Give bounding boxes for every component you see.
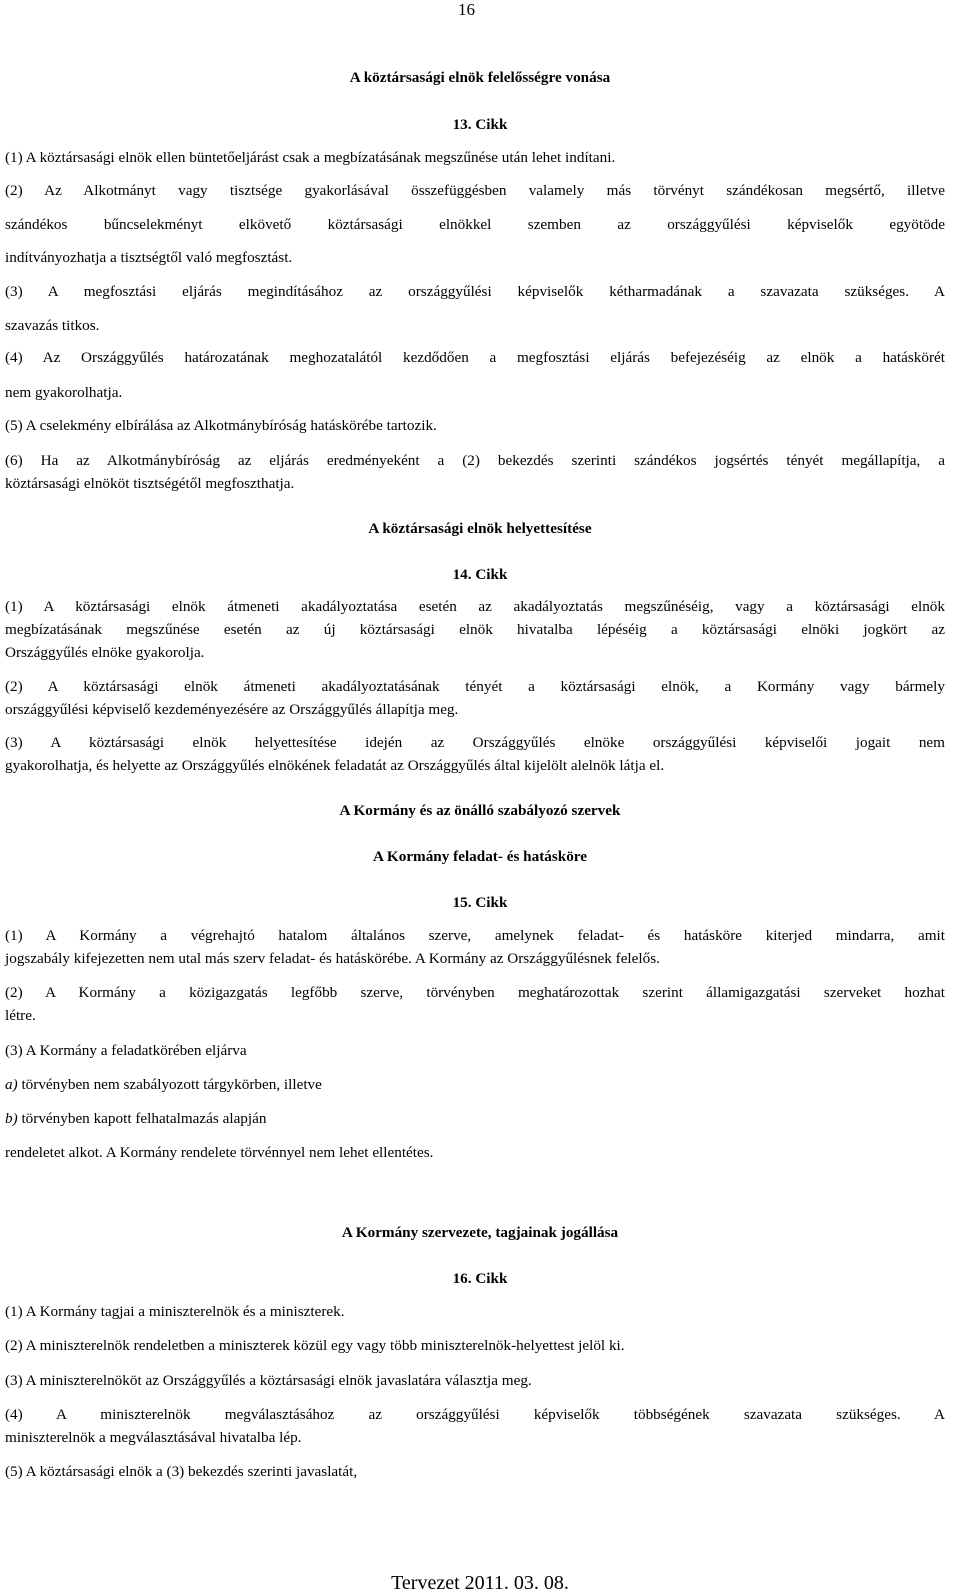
part-heading-kormany: A Kormány és az önálló szabályozó szervek — [339, 802, 621, 819]
paragraph-13-2-line3: indítványozhatja a tisztségtől való megfosztást. — [5, 249, 293, 266]
paragraph-16-3: (3) A miniszterelnököt az Országgyűlés a köztársasági elnök javaslatára választja meg. — [5, 1372, 532, 1389]
paragraph-16-4-line1: (4) A miniszterelnök megválasztásához az országgyűlési képviselők többségének szavazata szükséges. A — [5, 1406, 945, 1423]
paragraph-16-2: (2) A miniszterelnök rendeletben a miniszterek közül egy vagy több miniszterelnök-helyettest jelöl ki. — [5, 1337, 625, 1354]
paragraph-13-2-line1: (2) Az Alkotmányt vagy tisztsége gyakorlásával összefüggésben valamely más törvényt szándékosan megsértő, illetve — [5, 182, 945, 199]
section-heading-15: A Kormány feladat- és hatásköre — [372, 848, 588, 865]
paragraph-15-1-line2: jogszabály kifejezetten nem utal más szerv feladat- és hatáskörébe. A Kormány az Országgyűlésnek felelős. — [5, 950, 660, 967]
article-title-14: 14. Cikk — [452, 566, 508, 583]
paragraph-13-5: (5) A cselekmény elbírálása az Alkotmánybíróság hatáskörébe tartozik. — [5, 417, 437, 434]
paragraph-14-2-line1: (2) A köztársasági elnök átmeneti akadályoztatásának tényét a köztársasági elnök, a Kormány vagy bármely — [5, 678, 945, 695]
paragraph-14-1-line2: megbízatásának megszűnése esetén az új köztársasági elnök hivatalba lépéséig a köztársasági elnöki jogkört az — [5, 621, 945, 638]
paragraph-14-1-line1: (1) A köztársasági elnök átmeneti akadályoztatása esetén az akadályoztatás megszűnéséig, vagy a köztársasági elnök — [5, 598, 945, 615]
paragraph-13-2-line2: szándékos bűncselekményt elkövető köztársasági elnökkel szemben az országgyűlési képviselők egyötöde — [5, 216, 945, 233]
list-label-b: b) — [5, 1110, 18, 1127]
paragraph-15-2-line2: létre. — [5, 1007, 36, 1024]
paragraph-13-6-line1: (6) Ha az Alkotmánybíróság az eljárás eredményeként a (2) bekezdés szerinti szándékos jogsértés tényét megállapítja, a — [5, 452, 945, 469]
list-text-b: törvényben kapott felhatalmazás alapján — [17, 1110, 267, 1127]
paragraph-13-4-line1: (4) Az Országgyűlés határozatának meghozatalától kezdődően a megfosztási eljárás befejezéséig az elnök a hatáskörét — [5, 349, 945, 366]
section-heading-16: A Kormány szervezete, tagjainak jogállása — [341, 1224, 619, 1241]
paragraph-14-3-line1: (3) A köztársasági elnök helyettesítése idején az Országgyűlés elnöke országgyűlési képviselői jogait nem — [5, 734, 945, 751]
paragraph-13-3-line1: (3) A megfosztási eljárás megindításához az országgyűlési képviselők kétharmadának a szavazata szükséges. A — [5, 283, 945, 300]
article-title-15: 15. Cikk — [452, 894, 508, 911]
paragraph-15-1-line1: (1) A Kormány a végrehajtó hatalom általános szerve, amelynek feladat- és hatásköre kiterjed mindarra, amit — [5, 927, 945, 944]
paragraph-15-2-line1: (2) A Kormány a közigazgatás legfőbb szerve, törvényben meghatározottak szerint államigazgatási szerveket hozhat — [5, 984, 945, 1001]
page-footer: Tervezet 2011. 03. 08. — [391, 1572, 569, 1594]
list-item-b — [5, 1109, 266, 1129]
paragraph-14-3-line2: gyakorolhatja, és helyette az Országgyűlés elnökének feladatát az Országgyűlés által kijelölt alelnök látja el. — [5, 757, 665, 774]
paragraph-16-4-line2: miniszterelnök a megválasztásával hivatalba lép. — [5, 1429, 302, 1446]
page-number: 16 — [458, 0, 475, 19]
article-title-16: 16. Cikk — [452, 1270, 508, 1287]
paragraph-14-1-line3: Országgyűlés elnöke gyakorolja. — [5, 644, 205, 661]
paragraph-15-3-end: rendeletet alkot. A Kormány rendelete törvénnyel nem lehet ellentétes. — [5, 1144, 434, 1161]
paragraph-16-1: (1) A Kormány tagjai a miniszterelnök és a miniszterek. — [5, 1303, 345, 1320]
paragraph-16-5: (5) A köztársasági elnök a (3) bekezdés szerinti javaslatát, — [5, 1463, 358, 1480]
paragraph-14-2-line2: országgyűlési képviselő kezdeményezésére az Országgyűlés állapítja meg. — [5, 701, 459, 718]
article-title-13: 13. Cikk — [452, 116, 508, 133]
paragraph-13-3-line2: szavazás titkos. — [5, 317, 100, 334]
section-heading-14: A köztársasági elnök helyettesítése — [368, 520, 592, 537]
paragraph-15-3: (3) A Kormány a feladatkörében eljárva — [5, 1042, 247, 1059]
list-text-a: törvényben nem szabályozott tárgykörben, illetve — [17, 1076, 322, 1093]
list-item-a — [5, 1075, 322, 1095]
section-heading-13: A köztársasági elnök felelősségre vonása — [349, 69, 611, 86]
paragraph-13-4-line2: nem gyakorolhatja. — [5, 384, 123, 401]
paragraph-13-6-line2: köztársasági elnököt tisztségétől megfoszthatja. — [5, 475, 295, 492]
list-label-a: a) — [5, 1076, 18, 1093]
paragraph-13-1: (1) A köztársasági elnök ellen büntetőeljárást csak a megbízatásának megszűnése után lehet indítani. — [5, 149, 616, 166]
